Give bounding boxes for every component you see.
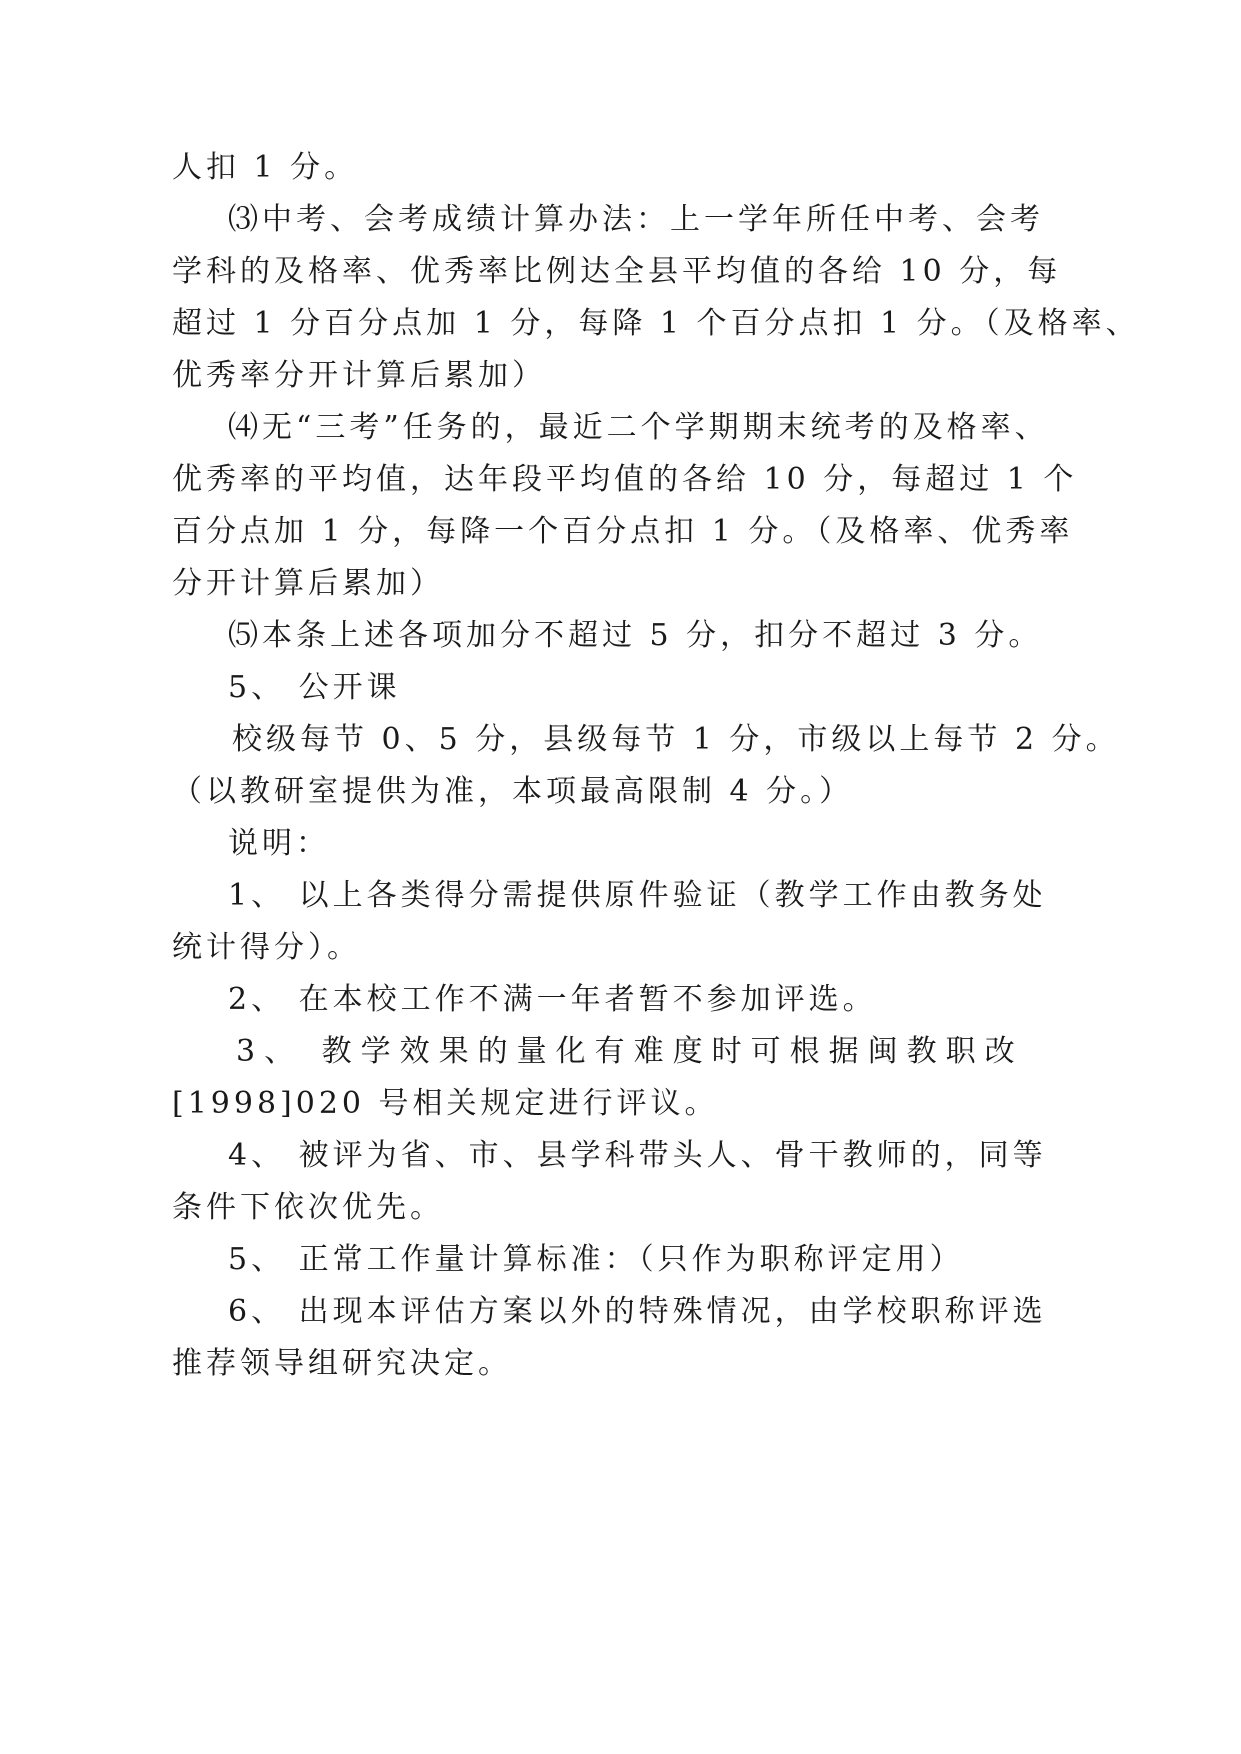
text-line: （以教研室提供为准，本项最高限制 4 分。） — [172, 774, 854, 809]
text-line: 人扣 1 分。 — [172, 150, 359, 185]
text-line: 条件下依次优先。 — [172, 1190, 444, 1225]
text-line: 学科的及格率、优秀率比例达全县平均值的各给 10 分，每 — [172, 254, 1062, 289]
text-line: ⑷无“三考”任务的，最近二个学期期末统考的及格率、 — [228, 410, 1049, 445]
text-line: 校级每节 0、5 分，县级每节 1 分，市级以上每节 2 分。 — [232, 722, 1120, 757]
text-line: 百分点加 1 分，每降一个百分点扣 1 分。（及格率、优秀率 — [172, 514, 1074, 549]
notes-heading: 说明： — [228, 826, 330, 861]
text-line: 6、 出现本评估方案以外的特殊情况，由学校职称评选 — [228, 1294, 1047, 1329]
text-line: 5、 正常工作量计算标准：（只作为职称评定用） — [228, 1242, 964, 1277]
section-heading: 5、 公开课 — [228, 670, 401, 705]
text-line: 3、 教学效果的量化有难度时可根据闽教职改 — [236, 1034, 1024, 1069]
text-line: [1998]020 号相关规定进行评议。 — [172, 1086, 719, 1121]
text-line: 1、 以上各类得分需提供原件验证（教学工作由教务处 — [228, 878, 1047, 913]
text-line: 超过 1 分百分点加 1 分，每降 1 个百分点扣 1 分。（及格率、 — [172, 306, 1140, 341]
text-line: 优秀率的平均值，达年段平均值的各给 10 分，每超过 1 个 — [172, 462, 1078, 497]
text-line: 4、 被评为省、市、县学科带头人、骨干教师的，同等 — [228, 1138, 1047, 1173]
text-line: 统计得分）。 — [172, 930, 361, 965]
text-line: 分开计算后累加） — [172, 566, 444, 601]
text-line: 2、 在本校工作不满一年者暂不参加评选。 — [228, 982, 877, 1017]
text-line: 推荐领导组研究决定。 — [172, 1346, 512, 1381]
text-line: 优秀率分开计算后累加） — [172, 358, 546, 393]
text-line: ⑸本条上述各项加分不超过 5 分，扣分不超过 3 分。 — [228, 618, 1043, 653]
text-line: ⑶中考、会考成绩计算办法：上一学年所任中考、会考 — [228, 202, 1044, 237]
